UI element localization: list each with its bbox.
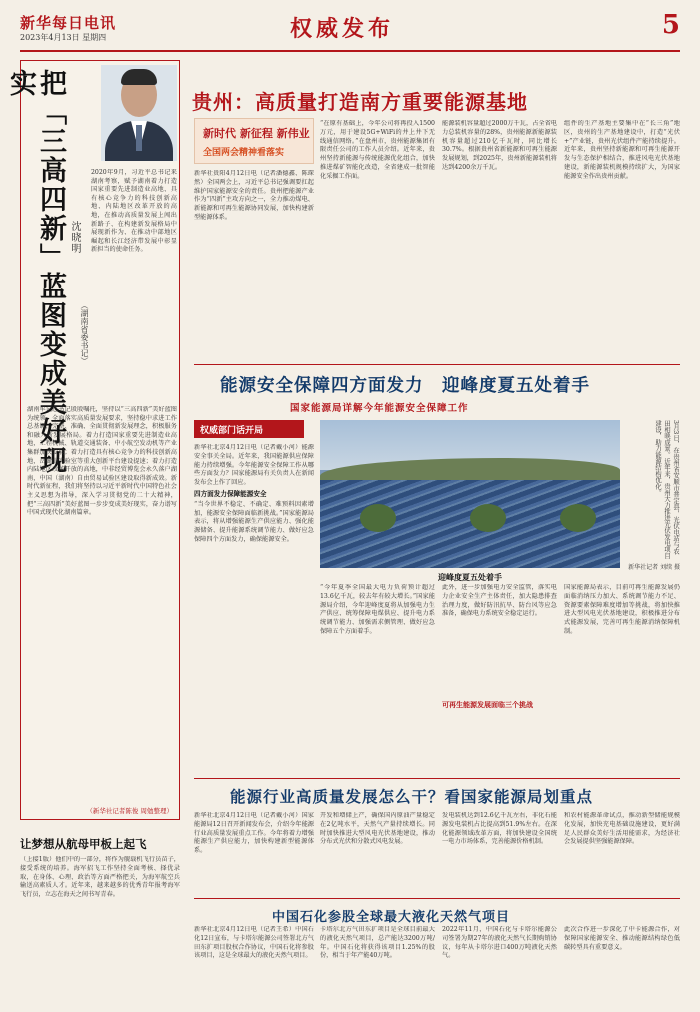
main-col-2: “在原有基础上，今年公司将再投入1500万元，用于建设5G+WiFi的井上井下无线通信网络。”在盘州市，贵州能源集团有限责任公司的工作人员介绍。近年来，贵州坚持新能源与传统能源优化组合，加快推进煤矿智能化改造，全省建成一批智能化采掘工作面。 xyxy=(320,120,435,180)
second-col-1 xyxy=(194,444,314,774)
photo-caption: 迎峰度夏五处着手 xyxy=(438,572,502,582)
left-bottom-headline: 让梦想从航母甲板上起飞 xyxy=(20,837,147,851)
news-photo xyxy=(320,420,620,568)
main-headline: 贵州：高质量打造南方重要能源基地 xyxy=(192,90,528,114)
section-title: 权威发布 xyxy=(290,16,395,42)
promo-line-1: 新时代 新征程 新伟业 xyxy=(203,127,310,140)
left-article-sign: （新华社记者陈俊 周勉整理） xyxy=(86,807,173,815)
left-article-intro: 2020年9月，习近平总书记来湖南考察，赋予湖南着力打造国家重要先进制造业高地、具有核心竞争力的科技创新高地、内陆地区改革开放的高地，在推动高质量发展上闯出新路子、在构建新发展格局中展现新作为、在推动中部地区崛起和长江经济带发展中彰显新担当的使命任务。 xyxy=(91,169,177,254)
second-col-3-subhead: 可再生能源发展面临三个挑战 xyxy=(442,700,533,709)
left-article-title: 把「三高四新」蓝图变成美好现实 xyxy=(5,69,66,475)
author-name: 沈晓明 xyxy=(69,221,80,254)
main-col-3: 能源装机容量超过2000万千瓦，占全省电力总装机容量的28%，贵州能源新能源装机容量超过210亿千瓦时，同比增长30.7%。根据贵州省新能源和可再生能源发展规划，到2025年，贵州新能源装机将达到4200余万千瓦。 xyxy=(442,120,557,171)
main-col-1: 新华社贵阳4月12日电（记者潘德鑫、陈琛然）全国两会上，习近平总书记强调要扛起维护国家能源安全的责任。贵州把能源产业作为“四新”主攻方向之一，全力推动煤电、新能源和可再生能源协同发展，加快构建新型能源体系。 xyxy=(194,170,314,221)
fourth-col-4: 此次合作进一步深化了中卡能源合作，对保障国家能源安全、推动能源结构绿色低碳转型具有重要意义。 xyxy=(564,926,680,951)
fourth-col-1: 新华社北京4月12日电（记者王希）中国石化12日宣布，与卡塔尔能源公司签署北方气田东扩项目股权合作协议，中国石化将参股该项目，这是全球最大的液化天然气项目。 xyxy=(194,926,314,960)
section-rule xyxy=(194,898,680,899)
masthead xyxy=(20,8,680,48)
left-column-article xyxy=(5,60,180,820)
left-article-body: 湖南牢记总书记殷殷嘱托，坚持以“三高四新”美好蓝图为统领，全面落实高质量发展要求，坚持稳中求进工作总基调，完整、准确、全面贯彻新发展理念，积极服务和融入新发展格局。着力打造国家重要先进制造业高地，工程机械、轨道交通装备、中小航空发动机等产业集群加快发展；着力打造具有核心竞争力的科技创新高地，岳麓山实验室等重大创新平台建设提速；着力打造内陆地区改革开放的高地，中非经贸博览会永久落户湖南，中国（湖南）自由贸易试验区建设取得新成效。新时代新征程，我们将坚持以习近平新时代中国特色社会主义思想为指导，深入学习贯彻党的二十大精神，把“三高四新”美好蓝图一步步变成美好现实，奋力谱写中国式现代化湖南篇章。 xyxy=(27,406,177,517)
fourth-col-3: 2022年11月，中国石化与卡塔尔能源公司签署为期27年的液化天然气长期购销协议，每年从卡塔尔进口400万吨液化天然气。 xyxy=(442,926,557,960)
fourth-col-2: 卡塔尔北方气田东扩项目是全球目前最大的液化天然气项目，总产能达3200万吨/年。中国石化将获得该项目1.25%的股份，相当于年产能40万吨。 xyxy=(320,926,435,960)
fourth-headline: 中国石化参股全球最大液化天然气项目 xyxy=(272,910,511,925)
second-col-4: 国家能源局表示，目前可再生能源发展仍面临消纳压力加大、系统调节能力不足、资源要素保障难度增加等挑战，将加快推进大型风电光伏基地建设，积极推进分布式能源发展，完善可再生能源消纳保障机制。 xyxy=(564,584,680,635)
second-col-2: “今年夏季全国最大电力负荷预计超过13.6亿千瓦，较去年有较大增长。”国家能源局介绍，今年迎峰度夏将从加强电力生产供应、统筹保障电煤供应、提升电力系统调节能力、加强需求侧管理、做好应急保障五个方面着手。 xyxy=(320,584,435,635)
second-subtitle: 国家能源局详解今年能源安全保障工作 xyxy=(290,403,469,414)
section-rule xyxy=(194,778,680,779)
author-title: （湖南省委书记） xyxy=(80,301,89,365)
second-col-3: 此外，进一步加强电力安全监管，落实电力企业安全生产主体责任，加大隐患排查治理力度，做好防汛抗旱、防台风等应急准备，确保电力系统安全稳定运行。 xyxy=(442,584,557,618)
left-bottom-body: （上接1版）他们中的一部分，将作为舰载机飞行员苗子，接受系统的培养。海军招飞工作坚持全面考核、择优录取，在身体、心理、政治等方面严格把关，为海军航空兵输送高素质人才。近年来，越来越多的优秀青年报考海军飞行员，立志在海天之间书写青春。 xyxy=(20,856,180,899)
promo-box xyxy=(194,118,314,164)
page-number: 5 xyxy=(661,10,680,40)
second-subhead: 四方面发力保障能源安全 xyxy=(194,489,267,498)
main-col-4: 组件的生产基地主要集中在“长三角”地区，贵州的生产基地建设中，打造“光伏+”产业链，贵州光伏组件产能持续提升。近年来，贵州坚持新能源和可再生能源开发与生态保护相结合，推进风电光伏基地建设，新能源装机规模持续扩大，为国家能源安全作出贵州贡献。 xyxy=(564,120,680,180)
third-col-3: 发电装机达到12.6亿千瓦左右，非化石能源发电装机占比提高到51.9%左右。在深化能源领域改革方面，将加快建设全国统一电力市场体系，完善能源价格机制。 xyxy=(442,812,557,846)
second-col-1-text: 新华社北京4月12日电（记者戴小河）能源安全事关全局。近年来，我国能源供应保障能力持续增强。今年能源安全保障工作从哪些方面发力？国家能源局有关负责人在新闻发布会上作了回应。 xyxy=(194,444,314,487)
header-rule xyxy=(20,50,680,52)
second-col-1b-text: “当今世界不稳定、不确定、难预料因素增加，能源安全保障面临新挑战。”国家能源局表示，将从增强能源生产供应能力、强化能源储备、提升能源系统调节能力、做好应急保障四个方面发力，确保能源安全。 xyxy=(194,500,314,543)
third-col-1: 新华社北京4月12日电（记者戴小河）国家能源局12日召开新闻发布会，介绍今年能源行业高质量发展重点工作。今年将着力增强能源生产供应能力，加快构建新型能源体系。 xyxy=(194,812,314,855)
newspaper-logo: 新华每日电讯 xyxy=(20,14,117,32)
second-headline: 能源安全保障四方面发力 迎峰度夏五处着手 xyxy=(220,376,590,396)
photo-side-caption: 3月3日，在贵州省安顺市普定县，光伏电站与农田相映成景。近年来，贵州大力推进光伏发电项目建设，助力能源结构优化。 xyxy=(654,420,679,559)
promo-line-2: 全国两会精神看落实 xyxy=(203,148,285,158)
issue-date: 2023年4月13日 星期四 xyxy=(20,33,107,42)
section-rule xyxy=(194,364,680,365)
third-col-2: 开发和增储上产，确保国内原油产量稳定在2亿吨水平，天然气产量持续增长。同时加快推进大型风电光伏基地建设，推动分布式光伏和分散式风电发展。 xyxy=(320,812,435,846)
photo-credit: 新华社记者 刘续 摄 xyxy=(628,564,680,571)
author-portrait xyxy=(101,65,177,161)
third-headline: 能源行业高质量发展怎么干？看国家能源局划重点 xyxy=(230,787,594,806)
third-col-4: 和农村能源革命试点，推动新型储能规模化发展，加快充电基础设施建设，更好满足人民群众美好生活用能需求，为经济社会发展提供坚强能源保障。 xyxy=(564,812,680,846)
column-tag: 权威部门话开局 xyxy=(194,420,304,438)
